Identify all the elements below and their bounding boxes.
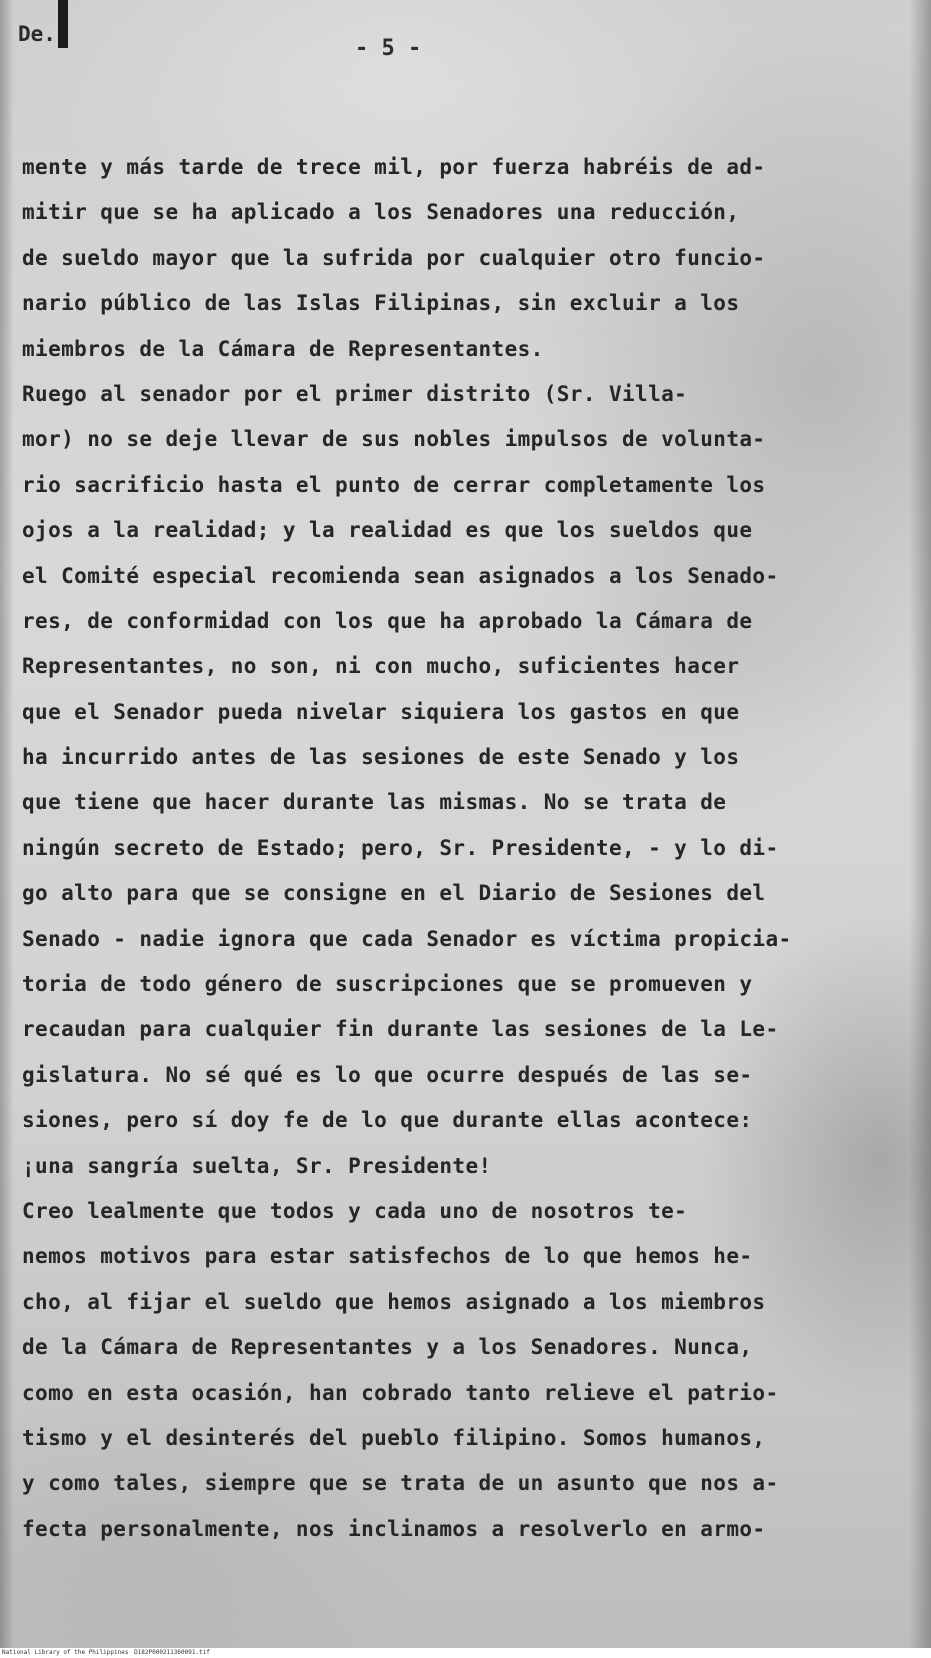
- text-line: miembros de la Cámara de Representantes.: [22, 336, 544, 361]
- text-line: mente y más tarde de trece mil, por fuerza habréis de ad-: [22, 155, 766, 179]
- text-line: ningún secreto de Estado; pero, Sr. Presidente, - y lo di-: [22, 835, 779, 860]
- text-line: que tiene que hacer durante las mismas. No se trata de: [22, 790, 727, 815]
- text-line: como en esta ocasión, han cobrado tanto relieve el patrio-: [22, 1380, 779, 1405]
- text-line: go alto para que se consigne en el Diario de Sesiones del: [22, 881, 766, 906]
- text-line: de sueldo mayor que la sufrida por cualquier otro funcio-: [22, 245, 766, 270]
- text-line: Senado - nadie ignora que cada Senador es víctima propicia-: [22, 926, 792, 951]
- text-line: mitir que se ha aplicado a los Senadores una reducción,: [22, 200, 740, 225]
- file-id: D182P000211360091.tif: [134, 1649, 210, 1656]
- binding-mark: [58, 0, 68, 48]
- text-line: Creo lealmente que todos y cada uno de nosotros te-: [22, 1198, 688, 1223]
- text-line: recaudan para cualquier fin durante las sesiones de la Le-: [22, 1017, 779, 1042]
- text-line: nemos motivos para estar satisfechos de lo que hemos he-: [22, 1244, 753, 1269]
- text-line: cho, al fijar el sueldo que hemos asignado a los miembros: [22, 1289, 766, 1314]
- body-text: [22, 145, 912, 1552]
- text-line: ojos a la realidad; y la realidad es que los sueldos que: [22, 518, 753, 543]
- text-line: siones, pero sí doy fe de lo que durante ellas acontece:: [22, 1108, 753, 1133]
- text-line: rio sacrificio hasta el punto de cerrar completamente los: [22, 472, 766, 497]
- scan-footer: [0, 1648, 931, 1658]
- text-line: de la Cámara de Representantes y a los Senadores. Nunca,: [22, 1335, 753, 1360]
- text-line: Representantes, no son, ni con mucho, suficientes hacer: [22, 654, 740, 679]
- text-line: el Comité especial recomienda sean asignados a los Senado-: [22, 563, 779, 588]
- corner-label: De.: [18, 22, 56, 46]
- text-line: gislatura. No sé qué es lo que ocurre después de las se-: [22, 1062, 753, 1087]
- text-line: Ruego al senador por el primer distrito (Sr. Villa-: [22, 381, 688, 406]
- page-number: - 5 -: [355, 36, 422, 61]
- text-line: que el Senador pueda nivelar siquiera los gastos en que: [22, 699, 740, 724]
- text-line: toria de todo género de suscripciones que se promueven y: [22, 972, 753, 997]
- text-line: res, de conformidad con los que ha aprobado la Cámara de: [22, 608, 753, 633]
- text-line: mor) no se deje llevar de sus nobles impulsos de volunta-: [22, 427, 766, 452]
- text-line: ¡una sangría suelta, Sr. Presidente!: [22, 1153, 492, 1178]
- text-line: fecta personalmente, nos inclinamos a resolverlo en armo-: [22, 1516, 766, 1541]
- text-line: tismo y el desinterés del pueblo filipino. Somos humanos,: [22, 1425, 766, 1450]
- text-line: y como tales, siempre que se trata de un asunto que nos a-: [22, 1471, 779, 1496]
- text-line: nario público de las Islas Filipinas, sin excluir a los: [22, 291, 740, 316]
- library-credit: National Library of the Philippines: [2, 1649, 129, 1656]
- text-line: ha incurrido antes de las sesiones de este Senado y los: [22, 745, 740, 770]
